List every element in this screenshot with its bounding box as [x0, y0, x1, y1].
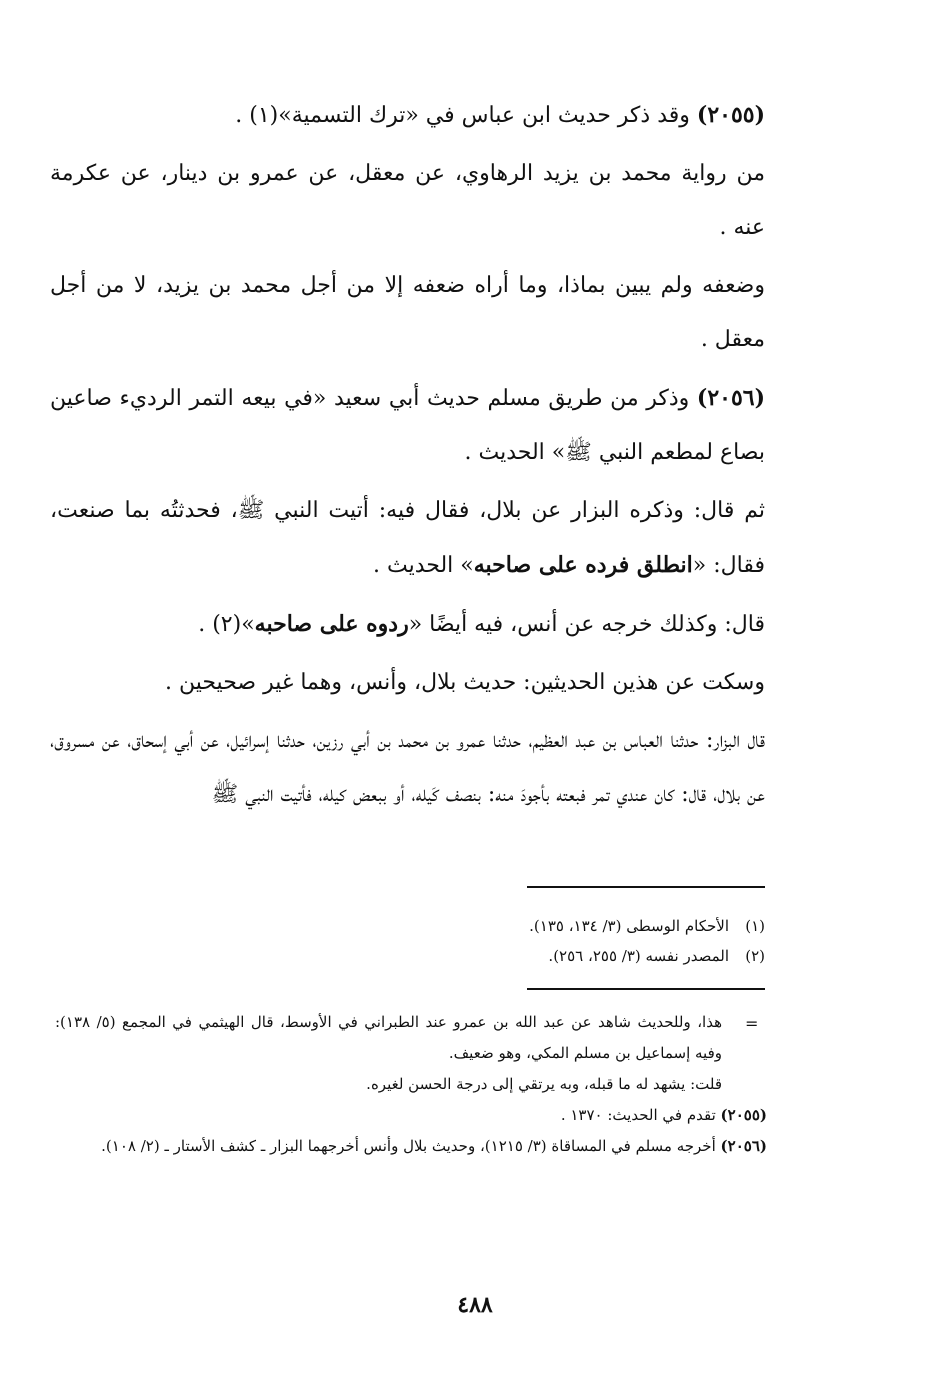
text-segment: » الحديث . — [373, 553, 474, 578]
text-segment: ثم قال: وذكره البزار عن بلال، فقال فيه: أتيت النبي ﷺ، فحدثتُه بما صنعت، فقال: « — [50, 498, 765, 578]
footnotes — [440, 911, 765, 971]
editor-notes — [55, 1007, 767, 1162]
paragraph-bilal — [50, 484, 765, 593]
paragraph-silence: وسكت عن هذين الحديثين: حديث بلال، وأنس، وهما غير صحيحين . — [164, 670, 765, 695]
paragraph-narration: من رواية محمد بن يزيد الرهاوي، عن معقل، عن عمرو بن دينار، عن عكرمة عنه . — [50, 161, 765, 240]
text-segment: »(٢) . — [198, 612, 255, 637]
paragraph-anas — [50, 597, 765, 652]
footnote-mark: (١) — [745, 917, 765, 935]
footnote-mark: (٢) — [745, 947, 765, 965]
main-text — [50, 88, 765, 826]
paragraph-2055 — [50, 88, 765, 143]
text-segment: قال: وكذلك خرجه عن أنس، فيه أيضًا « — [408, 612, 765, 637]
paragraph-text: وذكر من طريق مسلم حديث أبي سعيد «في بيعه التمر الرديء صاعين بصاع لمطعم النبي ﷺ» الحديث . — [50, 386, 765, 465]
footnote-divider — [527, 886, 765, 888]
page-number: ٤٨٨ — [457, 1292, 493, 1318]
paragraph-bazzar: قال البزار: حدثنا العباس بن عبد العظيم، حدثنا عمرو بن محمد بن أبي رزين، حدثنا إسرائيل، عن أبي إسحاق، عن مسروق، عن بلال، قال: كان عندي تمر فبعته بأجودَ منه: بنصف كَيله، أو ببعض كيله، فأتيت النبي ﷺ — [50, 728, 765, 807]
note-shahid: هذا، وللحديث شاهد عن عبد الله بن عمرو عند الطبراني في الأوسط، قال الهيثمي في المجمع (٥/ ١٣٨): وفيه إسماعيل بن مسلم المكي، وهو ضعيف. — [55, 1013, 722, 1062]
paragraph-2056 — [50, 371, 765, 480]
note-text: تقدم في الحديث: ١٣٧٠ . — [560, 1106, 716, 1124]
note-comment: قلت: يشهد له ما قبله، وبه يرتقي إلى درجة الحسن لغيره. — [366, 1075, 722, 1093]
continuation-mark: = — [745, 1014, 759, 1033]
note-number: (٢٠٥٦) — [720, 1137, 767, 1155]
quoted-bold-text: ردوه على صاحبه — [254, 611, 409, 637]
notes-divider — [527, 988, 765, 990]
note-2056 — [55, 1131, 767, 1162]
note-2055 — [55, 1100, 767, 1131]
paragraph-text: وقد ذكر حديث ابن عباس في «ترك التسمية»(١) . — [235, 103, 690, 128]
footnote-text: الأحكام الوسطى (٣/ ١٣٤، ١٣٥). — [529, 917, 729, 935]
note-number: (٢٠٥٥) — [720, 1106, 767, 1124]
footnote-text: المصدر نفسه (٣/ ٢٥٥، ٢٥٦). — [548, 947, 729, 965]
footnote-2 — [440, 941, 765, 971]
paragraph-weakness: وضعفه ولم يبين بماذا، وما أراه ضعفه إلا من أجل محمد بن يزيد، لا من أجل معقل . — [50, 273, 765, 352]
note-text: أخرجه مسلم في المساقاة (٣/ ١٢١٥)، وحديث بلال وأنس أخرجهما البزار ـ كشف الأستار ـ (٢/ ١٠٨). — [101, 1137, 716, 1155]
hadith-number: (٢٠٥٥) — [696, 102, 765, 128]
hadith-number: (٢٠٥٦) — [696, 385, 765, 411]
quoted-bold-text: انطلق فرده على صاحبه — [473, 552, 693, 578]
footnote-1 — [440, 911, 765, 941]
